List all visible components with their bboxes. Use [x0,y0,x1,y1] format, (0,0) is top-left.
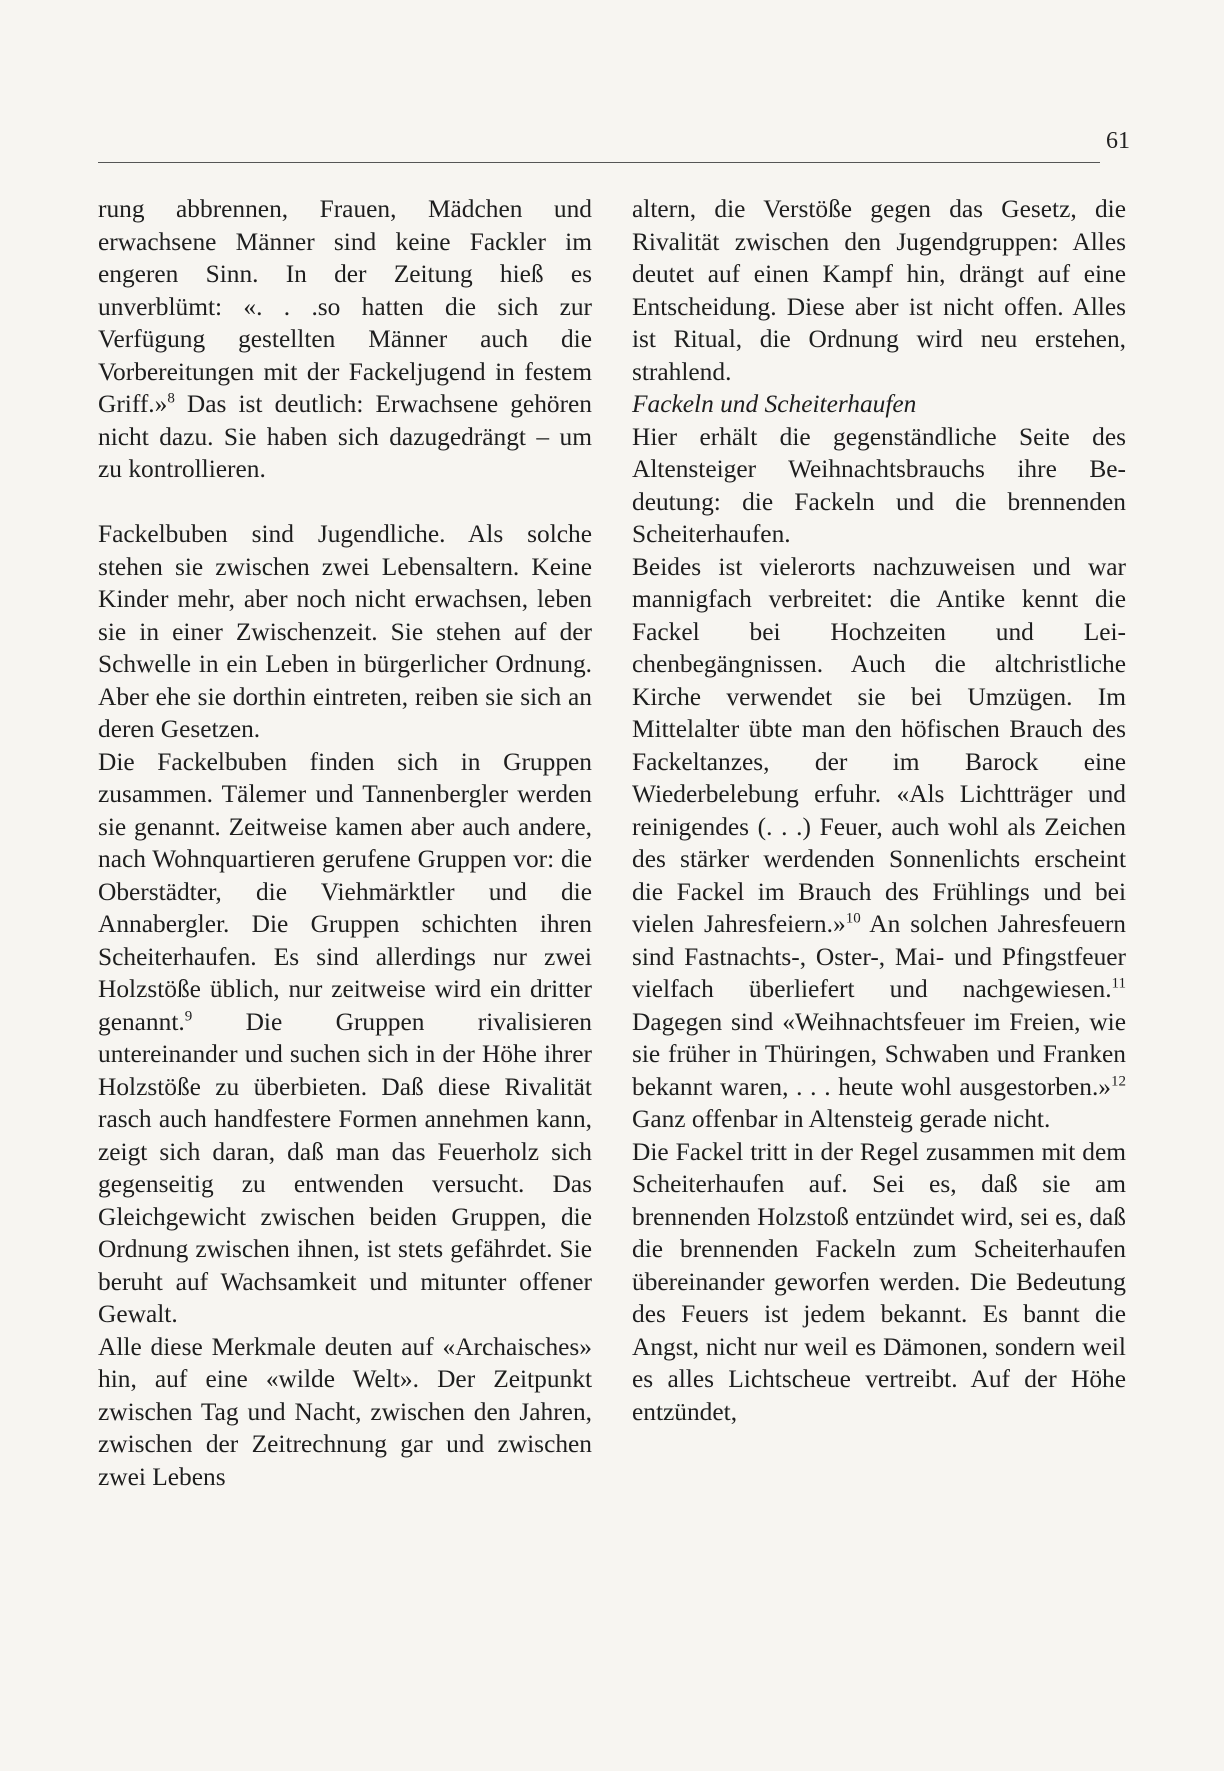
paragraph: Fackelbuben sind Jugendliche. Als solche stehen sie zwischen zwei Lebensaltern. Keine Kinder mehr, aber noch nicht erwachsen, leben sie in einer Zwischenzeit. Sie stehen auf der Schwelle in ein Leben in bürgerlicher Ordnung. Aber ehe sie dorthin eintreten, reiben sie sich an deren Gesetzen. [98,520,592,743]
footnote-ref: 9 [184,1007,193,1024]
right-column [632,193,1126,1428]
paragraph: Die Fackelbuben finden sich in Gruppen zusammen. Tälemer und Tannenbergler werden sie genannt. Zeitweise kamen aber auch andere, nach Wohnquartieren gerufene Gruppen vor: die Oberstädter, die Viehmärktler und die Annabergler. Die Gruppen schichten ihren Scheiterhaufen. Es sind allerdings nur zwei Holzstöße üblich, nur zeitweise wird ein dritter genannt.$^9$ Die Gruppen rivalisieren untereinander und suchen sich in der Höhe ihrer Holzstöße zu überbieten. Daß diese Rivalität rasch auch handfestere Formen annehmen kann, zeigt sich daran, daß man das Feuerholz sich gegenseitig zu entwenden versucht. Das Gleichgewicht zwischen beiden Gruppen, die Ordnung zwischen ihnen, ist stets gefährdet. Sie beruht auf Wachsamkeit und mitunter offener Gewalt. [98,747,592,1328]
paragraph: Die Fackel tritt in der Regel zusammen mit dem Scheiterhaufen auf. Sei es, daß sie am brennenden Holzstoß entzündet wird, sei es, daß die brennenden Fackeln zum Scheiterhaufen übereinander geworfen werden. Die Bedeutung des Feuers ist jedem bekannt. Es bannt die Angst, nicht nur weil es Dämonen, sondern weil es alles Lichtscheue vertreibt. Auf der Höhe entzündet, [632,1137,1126,1426]
footnote-ref: 11 [1111,975,1126,992]
header-rule [98,162,1100,163]
footnote-ref: 12 [1111,1072,1126,1089]
paragraph: Hier erhält die gegenständliche Seite des Altensteiger Weihnachtsbrauchs ihre Bedeutung: die Fackeln und die brennenden Scheiterhaufen. [632,422,1126,548]
paragraph: rung abbrennen, Frauen, Mädchen und erwachsene Männer sind keine Fackler im engeren Sinn. In der Zeitung hieß es unverblümt: «. . .so hatten die sich zur Verfügung gestellten Männer auch die Vorbereitungen mit der Fackeljugend in festem Griff.»$^8$ Das ist deutlich: Erwachsene gehören nicht dazu. Sie haben sich dazugedrängt – um zu kontrollieren. [98,195,592,483]
section-heading: Fackeln und Scheiterhaufen [632,390,917,418]
paragraph: Beides ist vielerorts nachzuweisen und war mannigfach verbreitet: die Antike kennt die Fackel bei Hochzeiten und Leichenbegängnissen. Auch die altchristliche Kirche verwendet sie bei Umzügen. Im Mittelalter übte man den höfischen Brauch des Fackeltanzes, der im Barock eine Wiederbelebung erfuhr. «Als Lichtträger und reinigendes (. . .) Feuer, auch wohl als Zeichen des stärker werdenden Sonnenlichts erscheint die Fackel im Brauch des Frühlings und bei vielen Jahresfeiern.»$^{10}$ An solchen Jahresfeuern sind Fastnachts-, Oster-, Mai- und Pfingstfeuer vielfach überliefert und nachgewiesen.$^{11}$ Dagegen sind «Weihnachtsfeuer im Freien, wie sie früher in Thüringen, Schwaben und Franken bekannt waren, . . . heute wohl ausgestorben.»$^{12}$ Ganz offenbar in Altensteig gerade nicht. [632,552,1126,1133]
paragraph: altern, die Verstöße gegen das Gesetz, die Rivalität zwischen den Jugendgruppen: Alles deutet auf einen Kampf hin, drängt auf eine Entscheidung. Diese aber ist nicht offen. Alles ist Ritual, die Ordnung wird neu erstehen, strahlend. [632,195,1126,386]
footnote-ref: 8 [167,390,175,407]
page-number: 61 [1106,128,1130,154]
left-column [98,193,592,1493]
paragraph: Alle diese Merkmale deuten auf «Archaisches» hin, auf eine «wilde Welt». Der Zeitpunkt zwischen Tag und Nacht, zwischen den Jahren, zwischen der Zeitrechnung gar und zwischen zwei Lebens [98,1332,592,1491]
footnote-ref: 10 [845,910,861,927]
